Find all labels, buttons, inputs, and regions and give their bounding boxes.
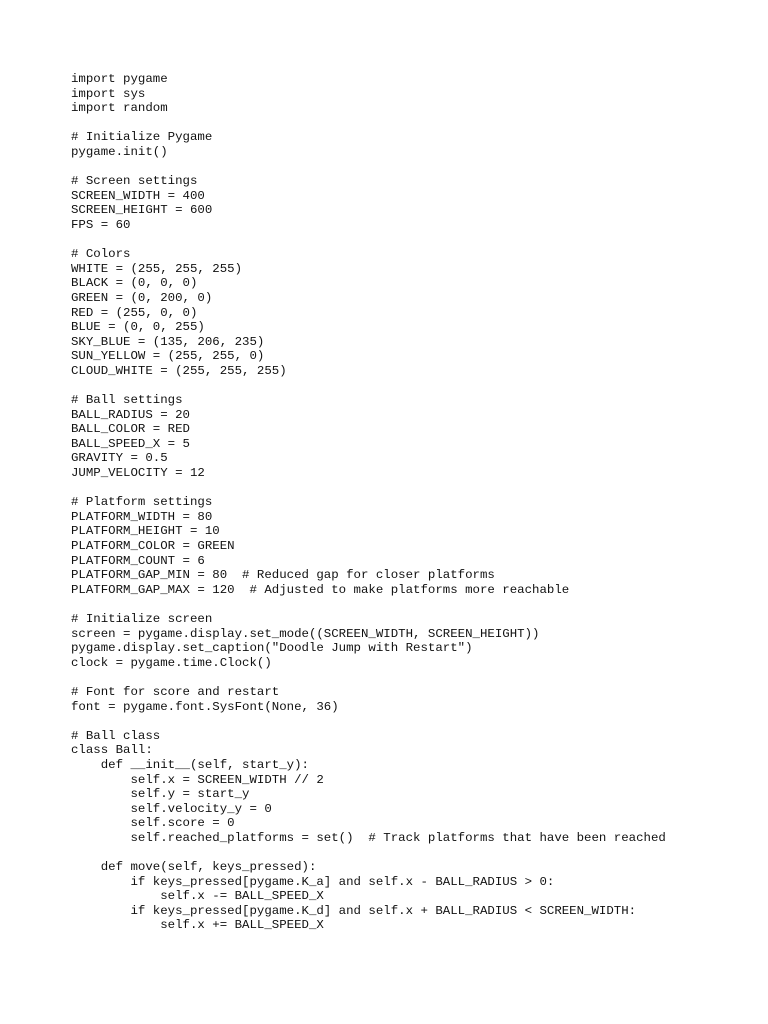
code-line: PLATFORM_GAP_MIN = 80 # Reduced gap for closer platforms xyxy=(71,568,495,583)
code-line: PLATFORM_HEIGHT = 10 xyxy=(71,524,220,539)
code-line: GRAVITY = 0.5 xyxy=(71,451,168,466)
code-line: self.x += BALL_SPEED_X xyxy=(71,918,324,933)
code-line xyxy=(71,378,666,393)
code-line: self.x = SCREEN_WIDTH // 2 xyxy=(71,772,324,787)
code-line: self.score = 0 xyxy=(71,816,235,831)
code-block xyxy=(71,72,666,933)
code-line: BALL_RADIUS = 20 xyxy=(71,407,190,422)
code-line: BLUE = (0, 0, 255) xyxy=(71,320,205,335)
code-line: PLATFORM_COUNT = 6 xyxy=(71,553,205,568)
code-line: BALL_SPEED_X = 5 xyxy=(71,436,190,451)
code-line: if keys_pressed[pygame.K_d] and self.x + BALL_RADIUS < SCREEN_WIDTH: xyxy=(71,903,637,918)
code-line: def __init__(self, start_y): xyxy=(71,757,309,772)
code-line xyxy=(71,160,666,175)
code-line: # Initialize Pygame xyxy=(71,130,213,145)
code-line: CLOUD_WHITE = (255, 255, 255) xyxy=(71,363,287,378)
code-line xyxy=(71,670,666,685)
code-line: # Initialize screen xyxy=(71,611,213,626)
code-line: RED = (255, 0, 0) xyxy=(71,305,198,320)
code-line xyxy=(71,116,666,131)
code-line: pygame.display.set_caption("Doodle Jump with Restart") xyxy=(71,641,473,656)
code-line xyxy=(71,597,666,612)
code-line: SCREEN_WIDTH = 400 xyxy=(71,188,205,203)
code-line xyxy=(71,714,666,729)
code-line: screen = pygame.display.set_mode((SCREEN_WIDTH, SCREEN_HEIGHT)) xyxy=(71,626,540,641)
code-line: if keys_pressed[pygame.K_a] and self.x - BALL_RADIUS > 0: xyxy=(71,874,555,889)
code-line: self.y = start_y xyxy=(71,787,250,802)
code-line: PLATFORM_COLOR = GREEN xyxy=(71,539,235,553)
code-line: self.x -= BALL_SPEED_X xyxy=(71,889,324,904)
code-line: clock = pygame.time.Clock() xyxy=(71,655,272,670)
code-line: self.velocity_y = 0 xyxy=(71,801,272,816)
code-line: PLATFORM_GAP_MAX = 120 # Adjusted to make platforms more reachable xyxy=(71,582,570,597)
code-line: # Ball settings xyxy=(71,393,183,408)
code-line: # Platform settings xyxy=(71,495,213,510)
code-line: def move(self, keys_pressed): xyxy=(71,860,317,875)
code-line: FPS = 60 xyxy=(71,217,131,232)
code-line: SCREEN_HEIGHT = 600 xyxy=(71,203,213,218)
code-line xyxy=(71,233,666,248)
code-line: PLATFORM_WIDTH = 80 xyxy=(71,509,213,524)
code-line xyxy=(71,845,666,860)
code-line: GREEN = (0, 200, 0) xyxy=(71,290,213,305)
code-line: BLACK = (0, 0, 0) xyxy=(71,276,198,291)
code-line: font = pygame.font.SysFont(None, 36) xyxy=(71,699,339,714)
code-line: # Screen settings xyxy=(71,174,198,189)
code-line xyxy=(71,481,666,496)
code-line: import sys xyxy=(71,86,146,101)
code-line: # Ball class xyxy=(71,728,161,743)
code-line: # Font for score and restart xyxy=(71,684,280,699)
code-line: import pygame xyxy=(71,72,168,86)
code-line: # Colors xyxy=(71,247,131,262)
code-line: WHITE = (255, 255, 255) xyxy=(71,261,243,276)
code-line: BALL_COLOR = RED xyxy=(71,422,190,437)
code-line: self.reached_platforms = set() # Track platforms that have been reached xyxy=(71,830,666,845)
code-line: SUN_YELLOW = (255, 255, 0) xyxy=(71,349,265,364)
code-line: SKY_BLUE = (135, 206, 235) xyxy=(71,334,265,349)
code-line: pygame.init() xyxy=(71,144,168,159)
code-line: import random xyxy=(71,101,168,116)
code-line: JUMP_VELOCITY = 12 xyxy=(71,466,205,481)
code-line: class Ball: xyxy=(71,743,153,758)
